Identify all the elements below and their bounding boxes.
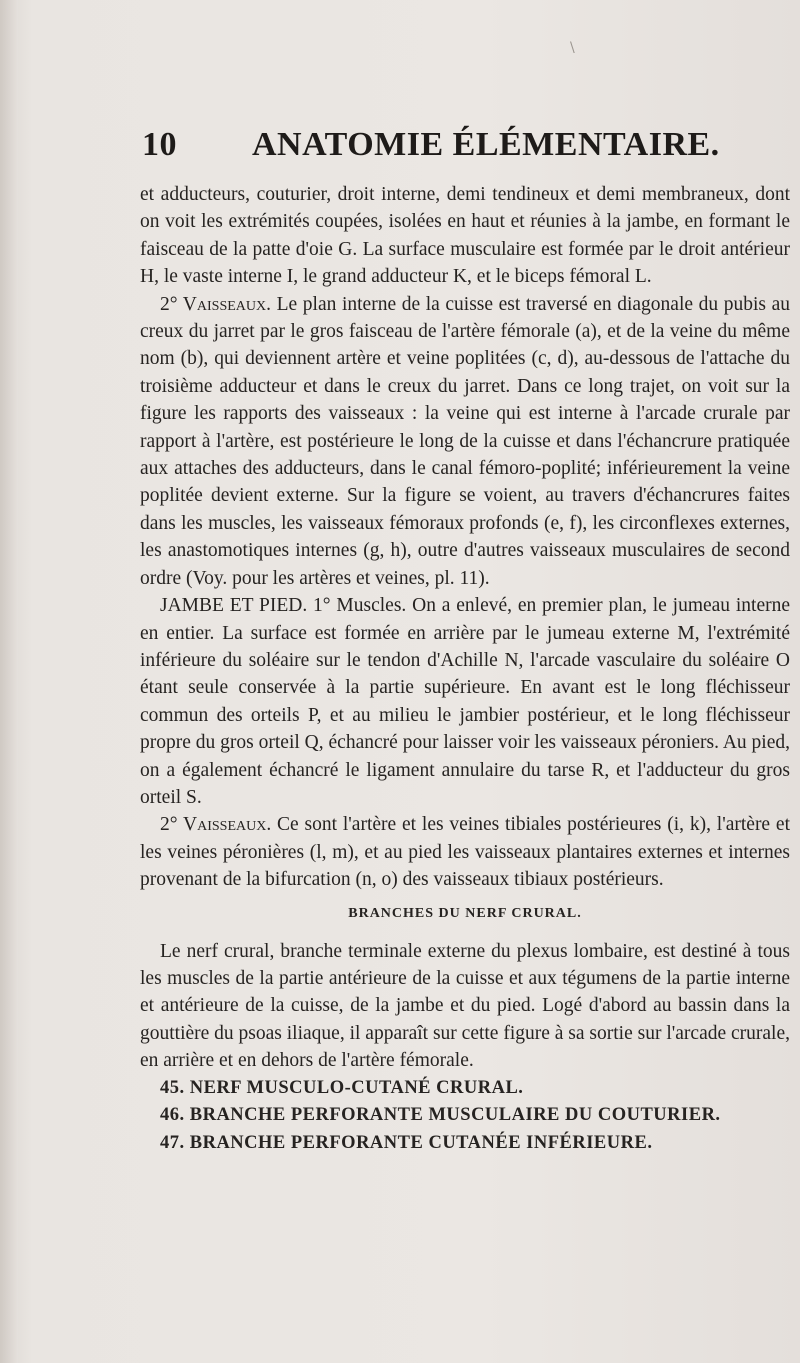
stray-mark: \: [570, 40, 575, 56]
legend-item: 47. BRANCHE PERFORANTE CUTANÉE INFÉRIEURE.: [160, 1132, 653, 1153]
page-gutter-shadow: [0, 0, 18, 1363]
paragraph-text: Le plan interne de la cuisse est traversé en diagonale du pubis au creux du jarret par le gros faisceau de l'artère fémorale (a), et de la veine du même nom (b), qui deviennent artère et veine poplitées (c, d), au-dessous de l'attache du troisième adducteur et dans le creux du jarret. Dans ce long trajet, on voit sur la figure les rapports des vaisseaux : la veine qui est interne à l'arcade crurale par rapport à l'artère, est postérieure le long de la cuisse et dans l'échancrure pratiquée aux attaches des adducteurs, dans le canal fémoro-poplité; inférieurement la veine poplitée devient externe. Sur la figure se voient, au travers d'échancrures faites dans les muscles, les vaisseaux fémoraux profonds (e, f), les circonflexes externes, les anastomotiques internes (g, h), outre d'autres vaisseaux musculaires de second ordre (Voy. pour les artères et veines, pl. 11).: [140, 293, 791, 589]
section-heading: BRANCHES DU NERF CRURAL.: [348, 905, 582, 921]
paragraph-label: 2° Vaisseaux.: [160, 293, 271, 315]
paragraph-text: On a enlevé, en premier plan, le jumeau interne en entier. La surface est formée en arrière par le jumeau externe M, l'extrémité inférieure du soléaire sur le tendon d'Achille N, l'arcade vasculaire du soléaire O étant seule conservée à la partie supérieure. En avant est le long fléchisseur commun des orteils P, et au milieu le jambier postérieur, et le long fléchisseur propre du gros orteil Q, échancré pour laisser voir les vaisseaux péroniers. Au pied, on a également échancré le ligament annulaire du tarse R, et l'adducteur du gros orteil S.: [140, 595, 791, 808]
paragraph-text: Ce sont l'artère et les veines tibiales postérieures (i, k), l'artère et les veines péronières (l, m), et au pied les vaisseaux plantaires externes et internes provenant de la bifurcation (n, o) des vaisseaux tibiaux postérieurs.: [140, 814, 790, 891]
paragraph-leg-vessels: [140, 811, 790, 893]
page-number: 10: [142, 126, 177, 163]
paragraph-crural-nerve: Le nerf crural, branche terminale externe du plexus lombaire, est destiné à tous les muscles de la partie antérieure de la cuisse et aux tégumens de la partie interne et antérieure de la cuisse, de la jambe et du pied. Logé d'abord au bassin dans la gouttière du psoas iliaque, il apparaît sur cette figure à sa sortie sur l'arcade crurale, en arrière et en dehors de l'artère fémorale.: [140, 940, 790, 1072]
legend-item: 45. NERF MUSCULO-CUTANÉ CRURAL.: [160, 1077, 524, 1098]
paragraph-thigh-muscles: et adducteurs, couturier, droit interne, demi tendineux et demi membraneux, dont on voit les extrémités coupées, isolées en haut et réunies à la jambe, en formant le faisceau de la patte d'oie G. La surface musculaire est formée par le droit antérieur H, le vaste interne I, le grand adducteur K, et le biceps fémoral L.: [140, 184, 790, 288]
paragraph-thigh-vessels: [140, 291, 790, 592]
legend-item: 46. BRANCHE PERFORANTE MUSCULAIRE DU COUTURIER.: [160, 1105, 721, 1126]
body-text: [140, 181, 790, 1157]
running-head: [142, 126, 720, 164]
paragraph-label: 2° Vaisseaux.: [160, 814, 272, 836]
running-title: ANATOMIE ÉLÉMENTAIRE.: [252, 126, 720, 163]
paragraph-label: JAMBE ET PIED. 1° Muscles.: [160, 595, 407, 617]
paragraph-leg-muscles: [140, 592, 790, 811]
